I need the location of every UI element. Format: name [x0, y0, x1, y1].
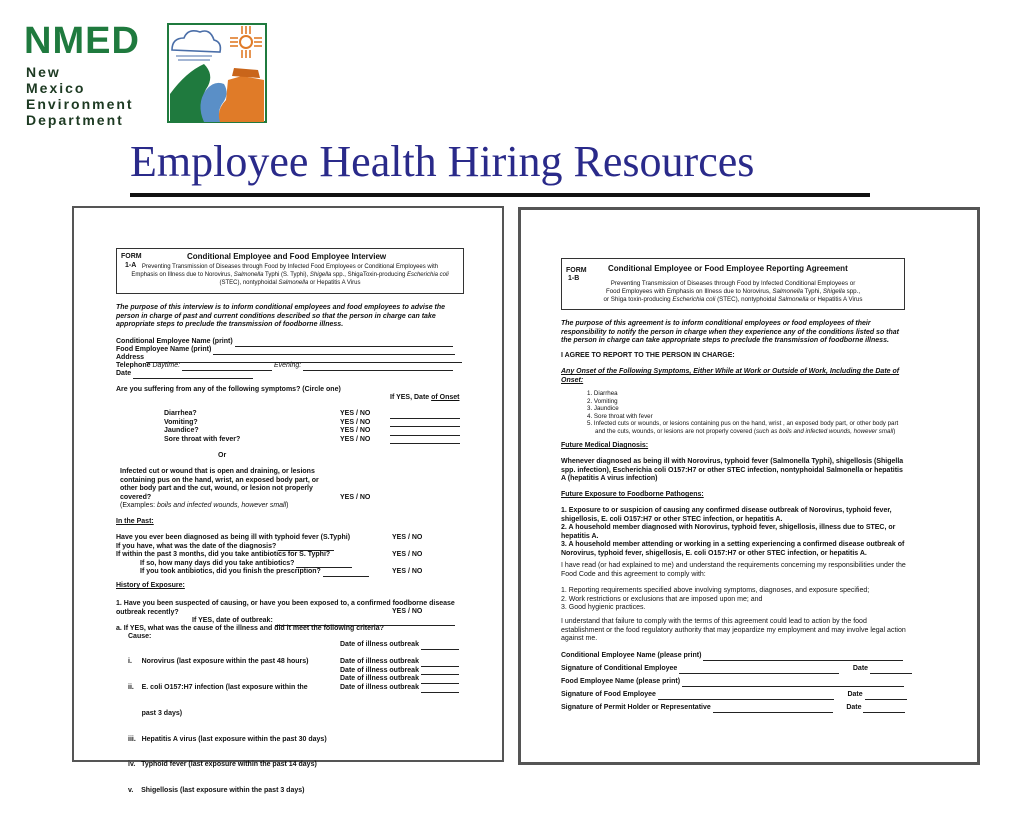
outbreak-date[interactable]: If YES, date of outbreak:: [192, 617, 455, 626]
onset-heading: Any Onset of the Following Symptoms, Either While at Work or Outside of Work, Including the Date of Onset:: [561, 368, 900, 384]
form-number: 1-B: [568, 275, 580, 282]
form-heading: Conditional Employee and Food Employee Interview: [187, 252, 387, 261]
field-telephone[interactable]: Telephone Daytime: Evening:: [116, 362, 453, 371]
field-address[interactable]: Address: [116, 354, 462, 363]
cause-label: Cause:: [128, 633, 152, 640]
title-underline: [130, 193, 870, 197]
logo-acronym: NMED: [24, 20, 140, 62]
logo-word-department: Department: [26, 112, 124, 128]
form-label: FORM: [566, 267, 587, 274]
form-label: FORM: [121, 253, 142, 260]
field-food-name[interactable]: Food Employee Name (print): [116, 346, 455, 355]
symptom-yes-no[interactable]: YES / NO YES / NO YES / NO YES / NO: [340, 410, 371, 443]
form-1b-thumbnail[interactable]: [518, 207, 980, 765]
onset-date-lines[interactable]: [390, 410, 460, 444]
cause-list: i. Norovirus (last exposure within the past 48 hours) ii. E. coli O157:H7 infection (last exposure within the past 3 days) iii. Hepatitis A virus (last exposure within the past 30 days) iv. Typhoid fever (last exposure within the past 14 days) v. Shigellosis (last exposure within the past 3 days): [128, 658, 327, 795]
page-title: Employee Health Hiring Resources: [130, 137, 755, 186]
past-heading: In the Past:: [116, 518, 154, 525]
form-1a-header: [116, 248, 464, 294]
future-diagnosis-text: Whenever diagnosed as being ill with Norovirus, typhoid fever (Salmonella Typhi), shigellosis (Shigella spp. infection), Escherichia coli O157:H7 or other STEC infection, nontyphoidal Salmonella or hepatitis A (hepatitis A virus infection): [561, 458, 904, 483]
understand-statement: I understand that failure to comply with the terms of this agreement could lead to action by the food establishment or the food regulatory authority that may jeopardize my employment and may involve legal action against me.: [561, 618, 906, 643]
logo-word-mexico: Mexico: [26, 80, 86, 96]
form-1b-header: [561, 258, 905, 310]
future-exposure-text: 1. Exposure to or suspicion of causing any confirmed disease outbreak of Norovirus, typhoid fever, shigellosis, E. coli O157:H7 or other STEC infection, or hepatitis A. 2. A household member diagnosed with Norovirus, typhoid fever, shigellosis, illness due to STEC, or hepatitis A. 3. A household member attending or working in a setting experiencing a confirmed disease outbreak of Norovirus, typhoid fever, shigellosis, E. coli O157:H7 or other STEC infection, or hepatitis A.: [561, 507, 905, 557]
symptom-list: Diarrhea? Vomiting? Jaundice? Sore throat with fever?: [164, 410, 241, 443]
sig-food-name[interactable]: Food Employee Name (please print): [561, 678, 904, 687]
wound-yes-no[interactable]: YES / NO: [340, 494, 371, 501]
sig-food-signature[interactable]: Signature of Food Employee Date: [561, 691, 907, 700]
wound-question: Infected cut or wound that is open and draining, or lesions containing pus on the hand, wrist, an exposed body part, or other body part and the cut, wound, or lesion not properly covered? (Examples: boils and infected wounds, however small): [120, 468, 319, 510]
sig-conditional-signature[interactable]: Signature of Conditional Employee Date: [561, 665, 912, 674]
sig-permit-holder[interactable]: Signature of Permit Holder or Representative Date: [561, 704, 905, 713]
exposure-yes-no[interactable]: YES / NO: [392, 608, 423, 615]
logo-words: [26, 64, 134, 128]
read-acknowledgement: I have read (or had explained to me) and understand the requirements concerning my responsibilities under the Food Code and this agreement to comply with:: [561, 562, 906, 578]
exposure-question: 1. Have you been suspected of causing, or have you been exposed to, a confirmed foodborne disease outbreak recently?: [116, 600, 455, 616]
nmed-logo: [24, 22, 272, 126]
purpose-text: The purpose of this interview is to inform conditional employees and food employees to advise the person in charge of past and current conditions described so that the person in charge can take appropriate steps to preclude the transmission of foodborne illness.: [116, 304, 446, 329]
past-questions: Have you ever been diagnosed as being ill with typhoid fever (S.Typhi) If you have, what was the date of the diagnosis? If within the past 3 months, did you take antibiotics for S. Typhi? If so, how many days did you take antibiotics? If you took antibiotics, did you finish the prescription?: [116, 534, 436, 577]
logo-word-new: New: [26, 64, 61, 80]
form-heading: Conditional Employee or Food Employee Reporting Agreement: [608, 264, 848, 273]
sig-conditional-name[interactable]: Conditional Employee Name (please print): [561, 652, 903, 661]
field-date[interactable]: Date: [116, 370, 253, 379]
outbreak-date-fields[interactable]: Date of illness outbreak Date of illness outbreak Date of illness outbreak Date of illness outbreak Date of illness outbreak: [340, 641, 459, 693]
logo-word-environment: Environment: [26, 96, 134, 112]
logo-landscape-icon: [168, 24, 268, 124]
reportable-symptoms: 1. Diarrhea 2. Vomiting 3. Jaundice 4. Sore throat with fever 5. Infected cuts or wounds, or lesions containing pus on the hand, wrist , an exposed body part, or other body part and the cuts, wounds, or lesions are not properly covered (such as boils and infected wounds, however small): [587, 390, 899, 435]
comply-list: 1. Reporting requirements specified above involving symptoms, diagnoses, and exposure specified; 2. Work restrictions or exclusions that are imposed upon me; and 3. Good hygienic practices.: [561, 587, 870, 612]
agree-statement: I AGREE TO REPORT TO THE PERSON IN CHARGE:: [561, 352, 735, 359]
onset-header: If YES, Date of Onset: [390, 394, 460, 401]
exposure-criteria: a. If YES, what was the cause of the illness and did it meet the following criteria?: [116, 625, 384, 632]
or-separator: Or: [218, 452, 227, 459]
exposure-heading: History of Exposure:: [116, 582, 185, 589]
form-number: 1-A: [125, 262, 137, 269]
form-subtitle: Preventing Transmission of Diseases through Food by Infected Food Employees or Conditional Employees with Emphasis on Illness due to Norovirus, Salmonella Typhi (S. Typhi), Shigella spp., ShigaToxin-producing Escherichia coli (STEC), nontyphoidal Salmonella or Hepatitis A Virus: [131, 264, 449, 286]
form-subtitle: Preventing Transmission of Diseases through Food by Infected Conditional Employees or Food Employees with Emphasis on Illness due to Norovirus, Salmonella Typhi, Shigella spp., or Shiga toxin-producing Escherichia coli (STEC), nontyphoidal Salmonella or Hepatitis A Virus: [603, 280, 863, 303]
form-1a-thumbnail[interactable]: [72, 206, 504, 795]
future-diagnosis-heading: Future Medical Diagnosis:: [561, 442, 649, 449]
field-conditional-name[interactable]: Conditional Employee Name (print): [116, 338, 453, 347]
symptoms-question: Are you suffering from any of the following symptoms? (Circle one): [116, 386, 341, 393]
future-exposure-heading: Future Exposure to Foodborne Pathogens:: [561, 491, 704, 498]
purpose-text: The purpose of this agreement is to inform conditional employees or food employees of their responsibility to notify the person in charge when they experience any of the conditions listed so that the person in charge can take appropriate steps to preclude the transmission of foodborne illness.: [561, 320, 899, 345]
past-yes-no[interactable]: YES / NO YES / NO YES / NO: [392, 534, 423, 576]
